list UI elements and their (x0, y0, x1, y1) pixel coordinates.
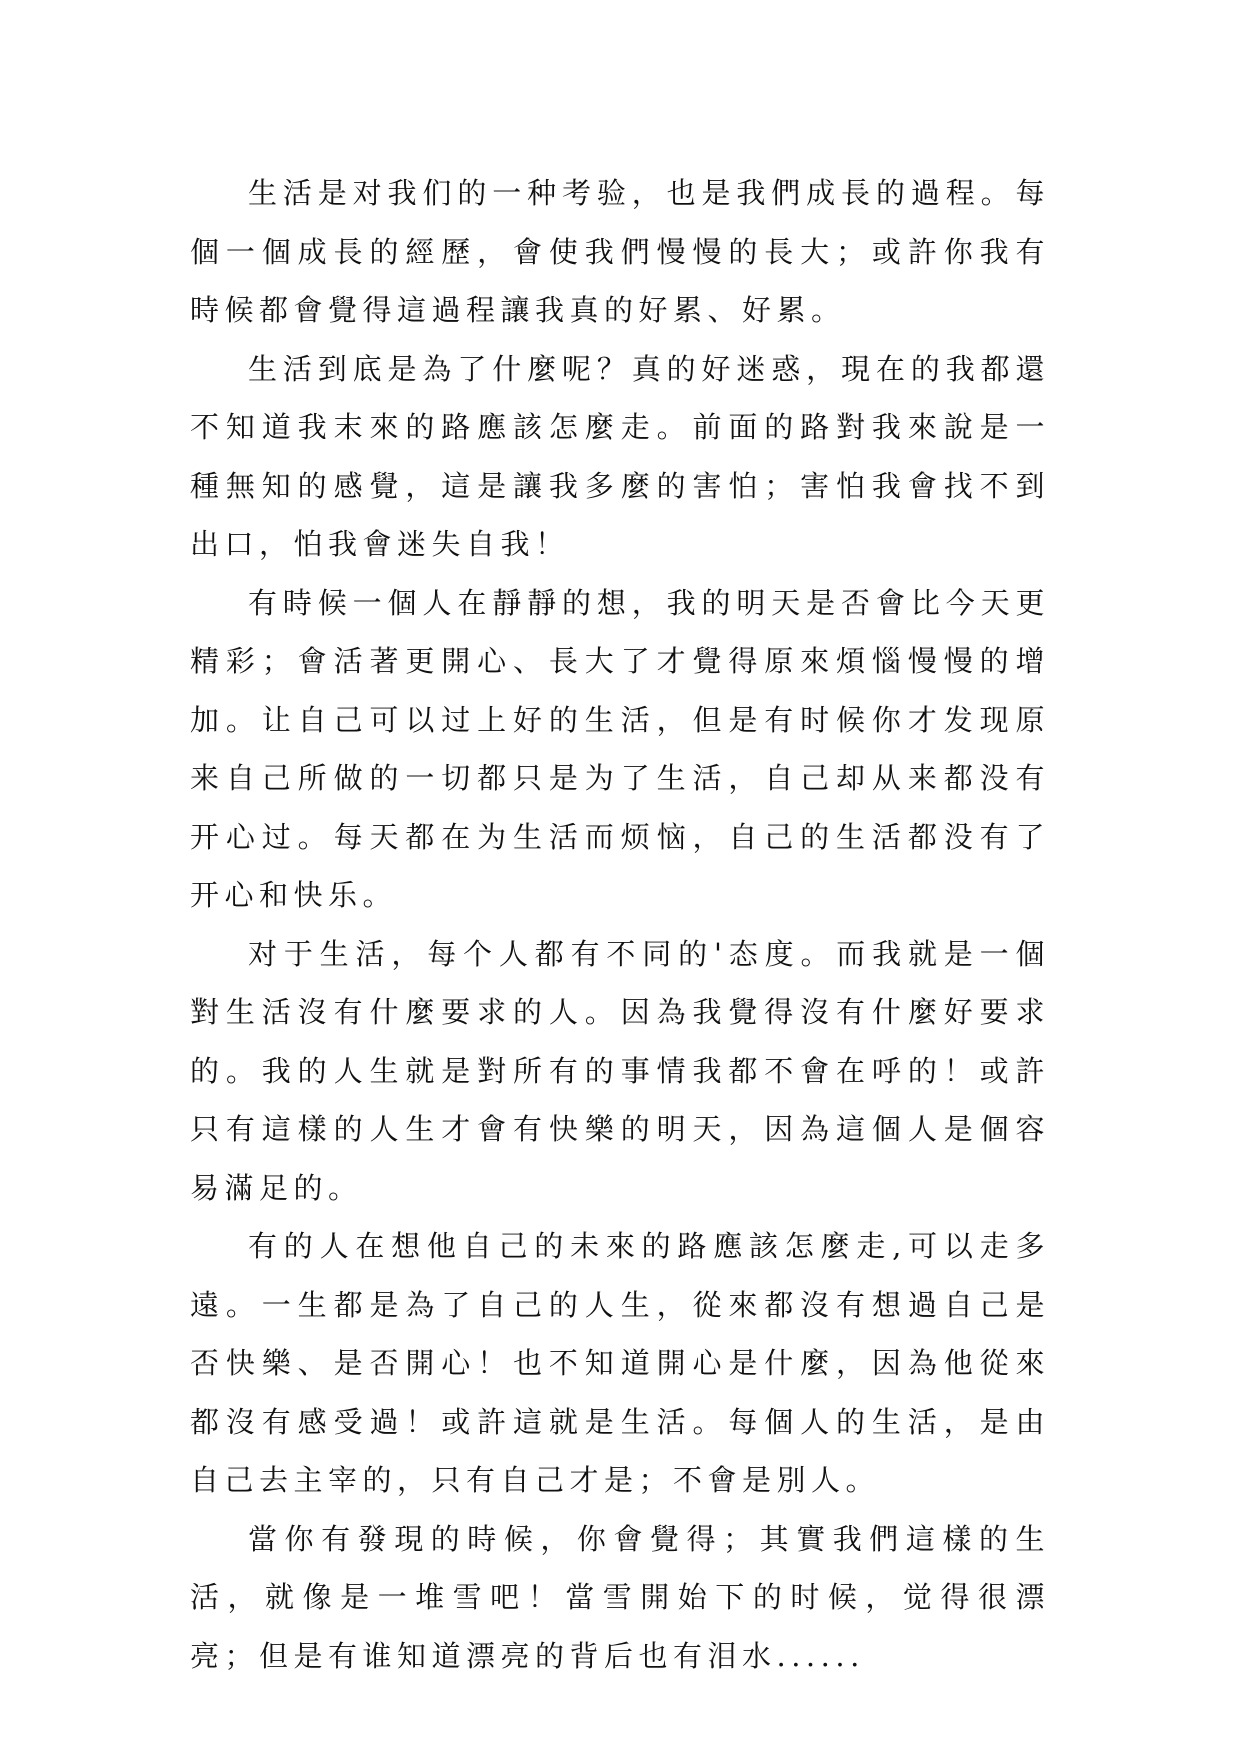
paragraph-2: 生活到底是為了什麼呢？真的好迷惑，現在的我都還不知道我末來的路應該怎麼走。前面的路對我來說是一種無知的感覺，這是讓我多麼的害怕；害怕我會找不到出口，怕我會迷失自我！ (190, 351, 1050, 561)
paragraph-3: 有時候一個人在靜靜的想，我的明天是否會比今天更精彩；會活著更開心、長大了才覺得原來煩惱慢慢的增加。让自己可以过上好的生活，但是有时候你才发现原来自己所做的一切都只是为了生活，自己却从来都没有开心过。每天都在为生活而烦恼，自己的生活都没有了开心和快乐。 (190, 585, 1050, 912)
paragraph-5: 有的人在想他自己的未來的路應該怎麼走,可以走多遠。一生都是為了自己的人生，從來都沒有想過自己是否快樂、是否開心！也不知道開心是什麼，因為他從來都沒有感受過！或許這就是生活。每個人的生活，是由自己去主宰的，只有自己才是；不會是別人。 (190, 1229, 1050, 1497)
paragraph-6: 當你有發現的時候，你會覺得；其實我們這樣的生活，就像是一堆雪吧！當雪開始下的时候，觉得很漂亮；但是有谁知道漂亮的背后也有泪水...... (190, 1521, 1050, 1673)
paragraph-1: 生活是对我们的一种考验，也是我們成長的過程。每個一個成長的經歷，會使我們慢慢的長大；或許你我有時候都會覺得這過程讓我真的好累、好累。 (190, 176, 1050, 327)
paragraph-4: 对于生活，每个人都有不同的'态度。而我就是一個對生活沒有什麼要求的人。因為我覺得沒有什麼好要求的。我的人生就是對所有的事情我都不會在呼的！或許只有這樣的人生才會有快樂的明天，因為這個人是個容易滿足的。 (190, 936, 1050, 1205)
document-body (190, 164, 1050, 1685)
